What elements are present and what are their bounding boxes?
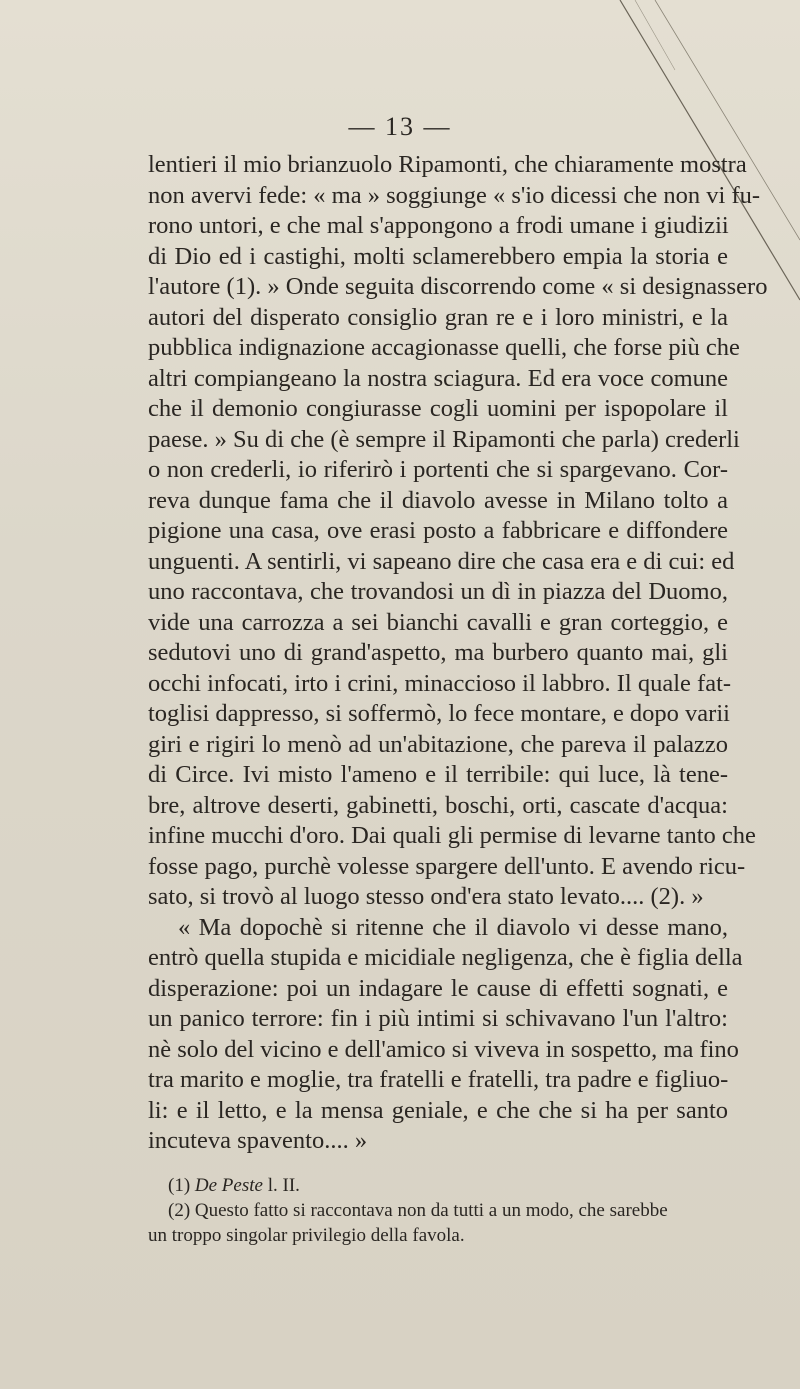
footnote-reference: l. II. [267,1175,300,1196]
text-line: giri e rigiri lo menò ad un'abitazione, che pareva il palazzo [148,730,728,758]
text-line: incuteva spavento.... » [148,1127,368,1154]
text-line: di Dio ed i castighi, molti sclamerebbero empia la storia e [148,242,728,270]
text-line: li: e il letto, e la mensa geniale, e che che si ha per santo [148,1096,728,1124]
text-line: infine mucchi d'oro. Dai quali gli permise di levarne tanto che [148,822,756,849]
page-number: — 13 — [348,112,452,141]
text-line: rono untori, e che mal s'appongono a frodi umane i giudizii [148,212,729,239]
text-line: uno raccontava, che trovandosi un dì in piazza del Duomo, [148,578,728,605]
text-line: che il demonio congiurasse cogli uomini per ispopolare il [148,395,728,422]
text-line: l'autore (1). » Onde seguita discorrendo come « si designassero [148,273,768,300]
footnote-marker: (1) [168,1175,191,1196]
text-line: altri compiangeano la nostra sciagura. Ed era voce comune [148,364,728,392]
text-line: occhi infocati, irto i crini, minaccioso il labbro. Il quale fat- [148,669,732,697]
text-line: o non crederli, io riferirò i portenti che si spargevano. Cor- [148,456,728,483]
text-line: un panico terrore: fin i più intimi si schivavano l'un l'altro: [148,1005,728,1032]
text-line: unguenti. A sentirli, vi sapeano dire che casa era e di cui: ed [148,547,735,575]
text-line: disperazione: poi un indagare le cause di effetti sognati, e [148,974,728,1002]
text-line: « Ma dopochè si ritenne che il diavolo vi desse mano, [178,913,728,941]
main-text [148,150,768,1157]
text-line: toglisi dappresso, si soffermò, lo fece montare, e dopo varii [148,700,730,727]
text-line: tra marito e moglie, tra fratelli e fratelli, tra padre e figliuo- [148,1066,729,1093]
text-line: entrò quella stupida e micidiale negligenza, che è figlia della [148,944,743,971]
text-line: lentieri il mio brianzuolo Ripamonti, che chiaramente mostra [148,151,747,178]
text-line: fosse pago, purchè volesse spargere dell'unto. E avendo ricu- [148,852,746,880]
text-line: bre, altrove deserti, gabinetti, boschi, orti, cascate d'acqua: [148,791,728,819]
footnotes [148,1173,728,1248]
footnote-title: De Peste [194,1175,263,1196]
text-line: paese. » Su di che (è sempre il Ripamonti che parla) crederli [148,425,740,453]
text-line: sato, si trovò al luogo stesso ond'era stato levato.... (2). » [148,883,704,910]
text-line: pubblica indignazione accagionasse quelli, che forse più che [148,334,740,361]
text-line: di Circe. Ivi misto l'ameno e il terribile: qui luce, là tene- [148,761,728,788]
text-line: reva dunque fama che il diavolo avesse in Milano tolto a [148,486,728,514]
text-line: nè solo del vicino e dell'amico si viveva in sospetto, ma fino [148,1035,739,1063]
footnote-2-continuation: un troppo singolar privilegio della favola. [148,1225,465,1246]
footnote-2: (2) Questo fatto si raccontava non da tutti a un modo, che sarebbe [168,1200,668,1221]
text-line: sedutovi uno di grand'aspetto, ma burbero quanto mai, gli [148,639,728,666]
text-line: autori del disperato consiglio gran re e i loro ministri, e la [148,303,728,331]
text-line: pigione una casa, ove erasi posto a fabbricare e diffondere [148,517,728,544]
footnote-1 [148,1173,728,1198]
text-line: vide una carrozza a sei bianchi cavalli e gran corteggio, e [148,608,728,636]
text-line: non avervi fede: « ma » soggiunge « s'io dicessi che non vi fu- [148,181,761,209]
